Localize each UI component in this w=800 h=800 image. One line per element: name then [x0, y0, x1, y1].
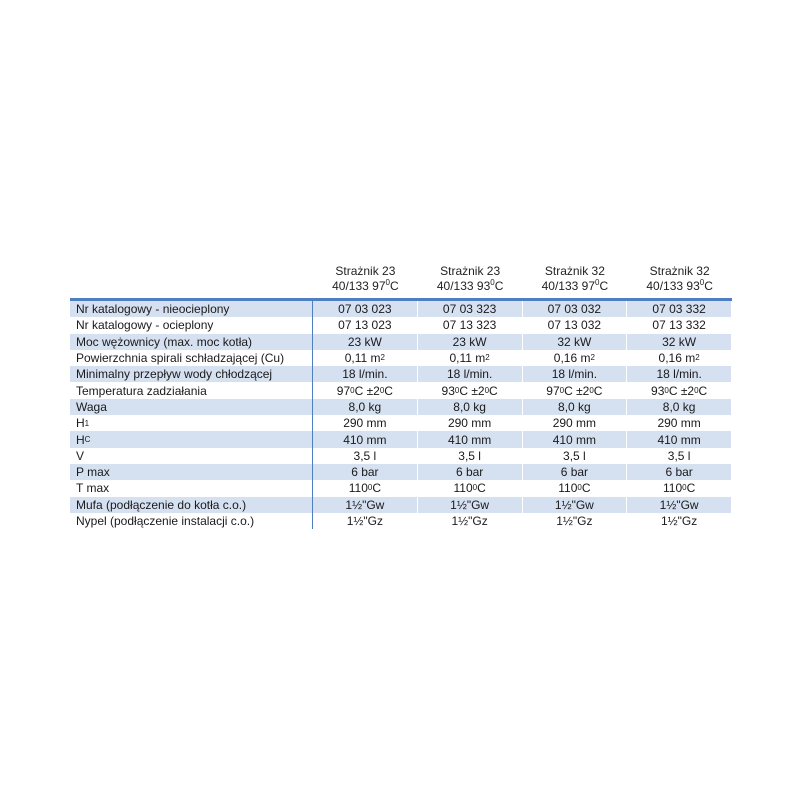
row-label: Nr katalogowy - nieocieplony	[70, 301, 313, 317]
row-label: Minimalny przepływ wody chłodzącej	[70, 366, 313, 382]
row-value: 1½"Gw	[627, 497, 732, 513]
row-value: 07 13 332	[627, 317, 732, 333]
value-text: 110	[662, 481, 683, 496]
value-text: C	[686, 481, 696, 496]
unit-text: C	[599, 279, 609, 293]
column-header-variant	[418, 279, 523, 294]
row-value: 1½"Gz	[418, 513, 523, 529]
value-text: C	[581, 481, 591, 496]
value-text: C	[698, 383, 708, 398]
spec-table	[70, 264, 732, 529]
label-text: H	[76, 432, 85, 447]
column-header	[313, 264, 418, 296]
row-value: 97 0 C ±2 0 C	[313, 382, 418, 398]
row-value: 18 l/min.	[313, 366, 418, 382]
table-row	[70, 480, 732, 496]
label-subscript: C	[84, 435, 91, 445]
row-label: P max	[70, 464, 313, 480]
column-header-name: Strażnik 32	[544, 264, 605, 278]
unit-text: C	[704, 279, 713, 293]
column-header-name: Strażnik 23	[335, 264, 396, 278]
row-value: 6 bar	[313, 464, 418, 480]
row-value: 07 13 032	[523, 317, 628, 333]
row-value: 07 03 032	[523, 301, 628, 317]
row-value: 32 kW	[627, 334, 732, 350]
row-value: 1½"Gw	[313, 497, 418, 513]
row-value: 0,16 m 2	[523, 350, 628, 366]
degree-mark: 0	[699, 278, 705, 287]
value-text: C ±2	[459, 383, 485, 398]
table-header	[70, 264, 732, 296]
row-value: 32 kW	[523, 334, 628, 350]
value-text: 97	[336, 383, 351, 398]
variant-text: 40/133 93	[436, 279, 491, 293]
row-value: 6 bar	[523, 464, 628, 480]
value-text: 0,16 m	[658, 351, 696, 366]
row-value: 8,0 kg	[627, 399, 732, 415]
table-row	[70, 334, 732, 350]
row-value: 290 mm	[523, 415, 628, 431]
row-value: 1½"Gz	[523, 513, 628, 529]
table-row	[70, 399, 732, 415]
value-text: 110	[558, 481, 578, 496]
row-value: 1½"Gw	[523, 497, 628, 513]
row-value: 07 13 323	[418, 317, 523, 333]
row-value: 8,0 kg	[418, 399, 523, 415]
value-text: C ±2	[354, 383, 380, 398]
row-value: 0,11 m 2	[418, 350, 523, 366]
row-value: 07 13 023	[313, 317, 418, 333]
row-value: 07 03 023	[313, 301, 418, 317]
row-value: 23 kW	[418, 334, 523, 350]
table-row	[70, 366, 732, 382]
row-label: Waga	[70, 399, 313, 415]
value-text: C	[477, 481, 486, 496]
row-value: 3,5 l	[627, 448, 732, 464]
row-value: 3,5 l	[523, 448, 628, 464]
value-text: 0,16 m	[553, 351, 591, 366]
row-label: T max	[70, 480, 313, 496]
value-text: C ±2	[668, 383, 695, 398]
value-text: C	[593, 383, 603, 398]
row-value: 110 0 C	[418, 480, 523, 496]
row-value: 07 03 332	[627, 301, 732, 317]
row-value: 1½"Gw	[418, 497, 523, 513]
row-value: 97 0 C ±2 0 C	[523, 382, 628, 398]
row-value: 8,0 kg	[313, 399, 418, 415]
variant-text: 40/133 93	[646, 279, 700, 293]
value-text: 110	[453, 481, 473, 496]
table-row	[70, 382, 732, 398]
column-header-variant	[523, 279, 628, 294]
row-value: 3,5 l	[313, 448, 418, 464]
row-value: 23 kW	[313, 334, 418, 350]
table-row	[70, 448, 732, 464]
header-spacer	[70, 264, 313, 296]
row-value: 1½"Gz	[313, 513, 418, 529]
row-value: 410 mm	[627, 431, 732, 447]
column-header	[627, 264, 732, 296]
table-row	[70, 513, 732, 529]
row-value: 93 0 C ±2 0 C	[418, 382, 523, 398]
row-value: 410 mm	[313, 431, 418, 447]
row-value: 6 bar	[418, 464, 523, 480]
table-row	[70, 350, 732, 366]
unit-text: C	[389, 279, 399, 293]
label-subscript: 1	[84, 418, 90, 428]
row-label: Powierzchnia spirali schładzającej (Cu)	[70, 350, 313, 366]
value-text: C	[372, 481, 381, 496]
variant-text: 40/133 97	[332, 279, 386, 293]
unit-text: C	[494, 279, 504, 293]
row-value: 110 0 C	[523, 480, 628, 496]
row-value: 18 l/min.	[627, 366, 732, 382]
row-label	[70, 415, 313, 431]
row-label: Mufa (podłączenie do kotła c.o.)	[70, 497, 313, 513]
row-label: Temperatura zadziałania	[70, 382, 313, 398]
label-text: H	[76, 416, 85, 431]
value-text: 110	[348, 481, 368, 496]
row-value: 3,5 l	[418, 448, 523, 464]
row-label: Moc wężownicy (max. moc kotła)	[70, 334, 313, 350]
value-text: 97	[546, 383, 560, 398]
table-row	[70, 317, 732, 333]
row-value: 410 mm	[523, 431, 628, 447]
table-row	[70, 464, 732, 480]
row-value: 1½"Gz	[627, 513, 732, 529]
value-text: 0,11 m	[449, 351, 486, 366]
row-value: 18 l/min.	[418, 366, 523, 382]
column-header-name: Strażnik 32	[649, 264, 710, 278]
column-header	[418, 264, 523, 296]
row-value: 290 mm	[313, 415, 418, 431]
row-value: 110 0 C	[313, 480, 418, 496]
table-row	[70, 431, 732, 447]
value-text: C	[489, 383, 498, 398]
column-header	[523, 264, 628, 296]
row-label: Nr katalogowy - ocieplony	[70, 317, 313, 333]
row-value: 6 bar	[627, 464, 732, 480]
row-value: 290 mm	[418, 415, 523, 431]
variant-text: 40/133 97	[541, 279, 595, 293]
row-value: 0,11 m 2	[313, 350, 418, 366]
row-value: 0,16 m 2	[627, 350, 732, 366]
degree-mark: 0	[595, 278, 600, 287]
value-text: C ±2	[564, 383, 590, 398]
table-row	[70, 301, 732, 317]
column-header-name: Strażnik 23	[440, 264, 501, 278]
value-text: C	[384, 383, 393, 398]
row-value: 290 mm	[627, 415, 732, 431]
value-text: 93	[441, 383, 455, 398]
value-text: 0,11 m	[344, 351, 381, 366]
row-label: Nypel (podłączenie instalacji c.o.)	[70, 513, 313, 529]
column-header-variant	[313, 279, 418, 294]
row-value: 18 l/min.	[523, 366, 628, 382]
row-value: 07 03 323	[418, 301, 523, 317]
degree-mark: 0	[385, 278, 390, 287]
column-header-variant	[627, 279, 732, 294]
row-value: 410 mm	[418, 431, 523, 447]
row-label	[70, 431, 313, 447]
row-label: V	[70, 448, 313, 464]
value-text: 93	[651, 383, 665, 398]
row-value: 93 0 C ±2 0 C	[627, 382, 732, 398]
degree-mark: 0	[490, 278, 495, 287]
table-row	[70, 497, 732, 513]
row-value: 110 0 C	[627, 480, 732, 496]
table-row	[70, 415, 732, 431]
row-value: 8,0 kg	[523, 399, 628, 415]
